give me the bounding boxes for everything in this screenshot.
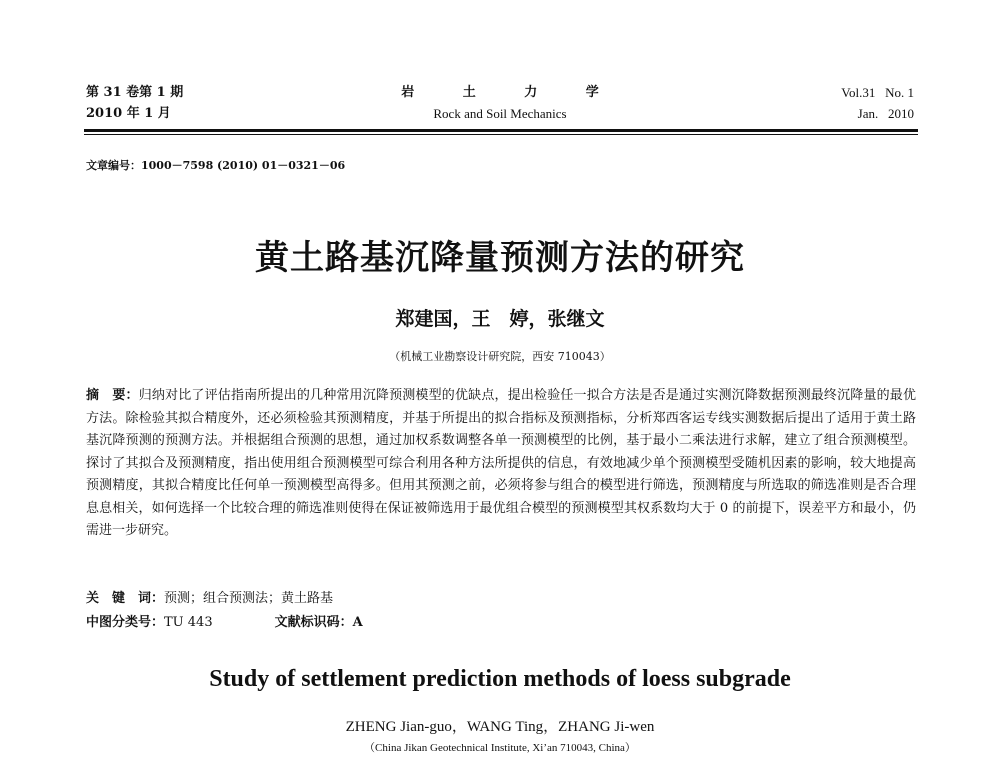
article-number-value: 1000－7598 (2010) 01－0321－06 — [141, 159, 346, 172]
date-cn: 2010 年 1 月 — [86, 106, 171, 121]
keywords-label: 关 键 词： — [86, 591, 165, 606]
header-right — [841, 82, 914, 124]
affiliation-en: （China Jikan Geotechnical Institute, Xi’an 710043, China） — [364, 742, 636, 754]
journal-name-en: Rock and Soil Mechanics — [433, 106, 567, 121]
header-center — [400, 82, 621, 124]
abstract-label: 摘 要： — [86, 388, 139, 403]
authors-en: ZHENG Jian-guo，WANG Ting，ZHANG Ji-wen — [345, 719, 655, 735]
volume-issue-en: Vol.31 No. 1 — [841, 85, 914, 100]
journal-name-cn: 岩 土 力 学 — [401, 85, 621, 100]
volume-issue-cn: 第 31 卷第 1 期 — [86, 85, 184, 100]
doc-code-value: A — [352, 615, 363, 630]
keywords-text: 预测；组合预测法；黄土路基 — [164, 591, 334, 606]
affiliation-cn: （机械工业勘察设计研究院，西安 710043） — [389, 350, 611, 363]
article-number-label: 文章编号： — [86, 159, 141, 172]
header-left — [86, 82, 183, 124]
header-rule-thin — [84, 134, 918, 135]
classification-value: TU 443 — [164, 615, 213, 630]
header-rule-thick — [84, 129, 918, 132]
doc-code-label: 文献标识码： — [274, 615, 353, 630]
article-number — [86, 157, 345, 173]
keywords — [86, 587, 333, 606]
date-en: Jan. 2010 — [857, 106, 914, 121]
title-en: Study of settlement prediction methods of loess subgrade — [209, 666, 791, 692]
classification-label: 中图分类号： — [86, 615, 165, 630]
classification-line — [86, 611, 363, 630]
abstract-text: 归纳对比了评估指南所提出的几种常用沉降预测模型的优缺点，提出检验任一拟合方法是否是通过实测沉降数据预测最终沉降量的最优方法。除检验其拟合精度外，还必须检验其预测精度，并基于所提出的拟合指标及预测指标，分析郑西客运专线实测数据后提出了适用于黄土路基沉降预测的预测方法。并根据组合预测的思想，通过加权系数调整各单一预测模型的比例，基于最小二乘法进行求解，建立了组合预测模型。探讨了其拟合及预测精度，指出使用组合预测模型可综合利用各种方法所提供的信息，有效地减少单个预测模型受随机因素的影响，较大地提高预测精度，其拟合精度比任何单一预测模型高得多。但用其预测之前，必须将参与组合的模型进行筛选，预测精度与所选取的筛选准则是否合理息息相关，如何选择一个比较合理的筛选准则使得在保证被筛选用于最优组合模型的预测模型其权系数均大于 0 的前提下，误差平方和最小，仍需进一步研究。 — [86, 388, 916, 538]
authors-cn: 郑建国，王 婷，张继文 — [395, 308, 605, 330]
title-cn: 黄土路基沉降量预测方法的研究 — [255, 238, 745, 278]
abstract — [86, 385, 916, 543]
